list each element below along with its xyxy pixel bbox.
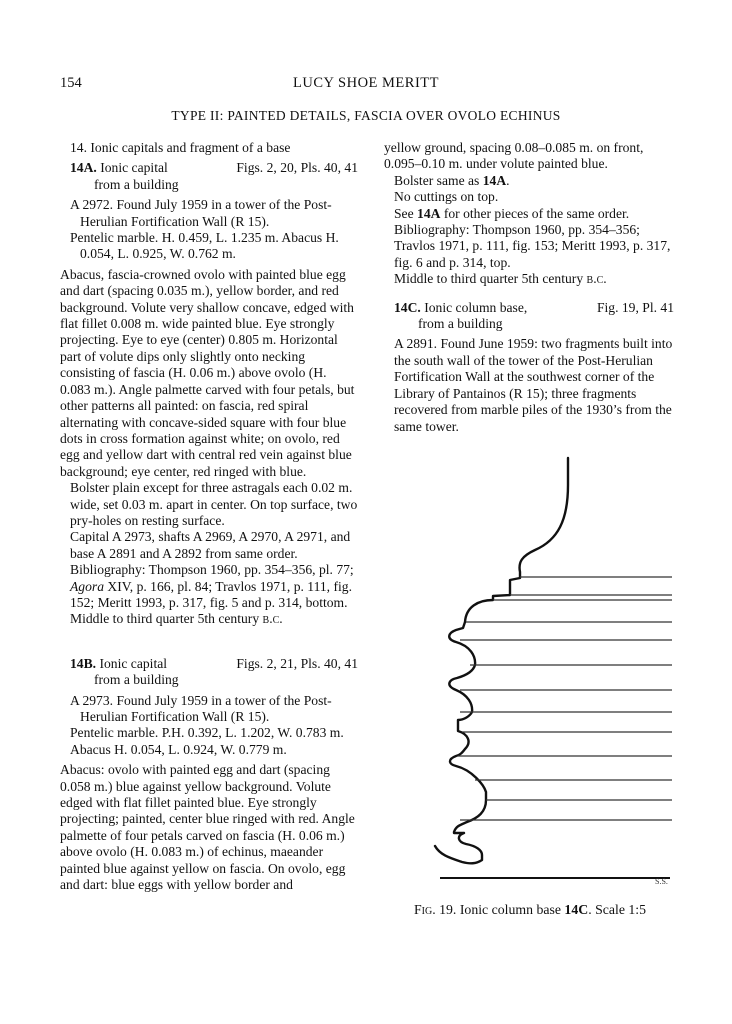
base-profile-outline bbox=[435, 458, 568, 863]
entry-14a-material: Pentelic marble. H. 0.459, L. 1.235 m. Abacus H. 0.054, L. 0.925, W. 0.762 m. bbox=[70, 230, 339, 262]
entry-14b-bibliography: Bibliography: Thompson 1960, pp. 354–356; Travlos 1971, p. 111, fig. 153; Meritt 1993, p. 317, fig. 6 and p. 314, top. bbox=[394, 222, 671, 270]
entry-14b-label: 14B. bbox=[70, 655, 97, 671]
entry-14b-find: A 2973. Found July 1959 in a tower of the Post-Herulian Fortification Wall (R 15). bbox=[70, 692, 332, 724]
entry-14c-find: A 2891. Found June 1959: two fragments built into the south wall of the tower of the Post-Herulian Fortification Wall at the southwest corner of the Library of Pantainos (R 15); three fragments recovered from marble piles of the 1930’s from the same tower. bbox=[394, 336, 673, 434]
entry-14b-material-2: Abacus H. 0.054, L. 0.924, W. 0.779 m. bbox=[70, 741, 287, 757]
entry-14c-title-cont: from a building bbox=[418, 316, 503, 332]
entry-14b-title: Ionic capital bbox=[99, 655, 168, 671]
entry-14a-label: 14A. bbox=[70, 160, 97, 176]
running-head: LUCY SHOE MERITT bbox=[292, 75, 439, 91]
entry-14b-bolster: Bolster same as 14A. bbox=[394, 172, 510, 188]
page-number: 154 bbox=[60, 75, 82, 91]
base-profile-hatch-lines bbox=[458, 577, 672, 820]
entry-14c-title-row bbox=[384, 300, 674, 316]
entry-14c-title: Ionic column base, bbox=[424, 299, 528, 315]
entry-14b-figs: Figs. 2, 21, Pls. 40, 41 bbox=[236, 655, 358, 671]
entry-14a-title: Ionic capital bbox=[100, 160, 168, 176]
entry-14-heading: 14. Ionic capitals and fragment of a base bbox=[70, 140, 291, 155]
figure-19-caption: Fig. 19. Ionic column base 14C. Scale 1:5 bbox=[414, 902, 647, 917]
entry-14a-title-row bbox=[60, 160, 358, 176]
entry-14a-date: Middle to third quarter 5th century b.c. bbox=[70, 611, 283, 627]
entry-14b-description: Abacus: ovolo with painted egg and dart (spacing 0.058 m.) blue against yellow background. Volute edged with flat fillet painted blue. Eye strongly projecting; painted, center blue ringed with red. Angle palmette of four petals carved on fascia (H. 0.06 m.) above ovolo (H. 0.083 m.) of echinus, maeander painted blue against yellow on fascia. On ovolo, egg and dart: blue eggs with yellow border and bbox=[60, 762, 355, 893]
entry-14b-cuttings: No cuttings on top. bbox=[394, 189, 499, 205]
entry-14b-title-cont: from a building bbox=[94, 672, 179, 688]
entry-14b-date: Middle to third quarter 5th century b.c. bbox=[394, 271, 607, 287]
right-column bbox=[384, 140, 674, 435]
entry-14b-material-1: Pentelic marble. P.H. 0.392, L. 1.202, W. 0.783 m. bbox=[70, 725, 344, 741]
entry-14a-find: A 2972. Found July 1959 in a tower of the Post-Herulian Fortification Wall (R 15). bbox=[70, 197, 332, 229]
entry-14a-description: Abacus, fascia-crowned ovolo with painted blue egg and dart (spacing 0.035 m.), yellow border, and red background. Volute very shallow concave, edged with flat fillet 0.008 m. wide painted blue. Eye strongly projecting. Eye to eye (center) 0.805 m. Horizontal part of volute dips only slightly onto necking consisting of fascia (H. 0.06 m.) above ovolo (H. 0.083 m.). Angle palmette carved with four petals, but other patterns all painted: on fascia, red spiral alternating with concave-sided square with four blue dots in cross formation against white; on ovolo, red egg and yellow dart with central red vein against blue background; eye center, red ringed with blue. bbox=[60, 266, 355, 479]
entry-14c-figs: Fig. 19, Pl. 41 bbox=[596, 299, 674, 315]
entry-14a-figs: Figs. 2, 20, Pls. 40, 41 bbox=[236, 160, 358, 176]
section-title: TYPE II: PAINTED DETAILS, FASCIA OVER OVOLO ECHINUS bbox=[171, 108, 561, 123]
left-column bbox=[60, 140, 358, 893]
entry-14b-title-row bbox=[60, 656, 358, 672]
entry-14c-label: 14C. bbox=[394, 299, 421, 315]
drafter-initials: S.S. bbox=[655, 877, 668, 886]
figure-19-drawing bbox=[380, 450, 690, 900]
entry-14a-title-cont: from a building bbox=[94, 176, 179, 192]
entry-14a-related: Capital A 2973, shafts A 2969, A 2970, A 2971, and base A 2891 and A 2892 from same order. bbox=[70, 529, 351, 561]
entry-14a-bibliography: Bibliography: Thompson 1960, pp. 354–356, pl. 77; Agora XIV, p. 166, pl. 84; Travlos 1971, p. 111, fig. 152; Meritt 1993, p. 317, fig. 5 and p. 314, bottom. bbox=[70, 562, 354, 610]
entry-14a-bolster: Bolster plain except for three astragals each 0.02 m. wide, set 0.03 m. apart in center. On top surface, two pry-holes on resting surface. bbox=[70, 480, 358, 528]
entry-14b-see: See 14A for other pieces of the same order. bbox=[394, 205, 630, 221]
entry-14b-description-cont: yellow ground, spacing 0.08–0.085 m. on front, 0.095–0.10 m. under volute painted blue. bbox=[384, 140, 644, 172]
